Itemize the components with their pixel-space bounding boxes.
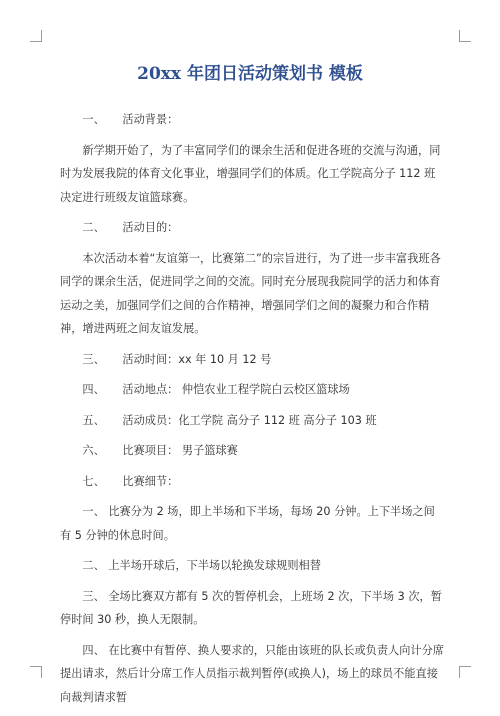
- section-number: 二、: [82, 221, 105, 234]
- section-members: [60, 409, 445, 433]
- section-number: 四、: [82, 383, 105, 396]
- document-body: [60, 108, 445, 716]
- purpose-paragraph: 本次活动本着“友谊第一，比赛第二”的宗旨进行，为了进一步丰富我班各同学的课余生活，促进同学之间的交流。同时充分展现我院同学的活力和体育运动之美，加强同学们之间的合作精神，增强同学们之间的凝聚力和合作精神，增进两班之间友谊发展。: [60, 251, 441, 335]
- section-heading-purpose: [60, 216, 445, 240]
- section-heading-text: 比赛细节：: [122, 474, 179, 488]
- detail-paragraph-1: 一、 比赛分为 2 场，即上半场和下半场，每场 20 分钟。上下半场之间有 5 分钟的休息时间。: [60, 505, 435, 542]
- section-text: 活动成员：化工学院 高分子 112 班 高分子 103 班: [122, 413, 377, 427]
- section-number: 五、: [82, 413, 105, 427]
- section-location: [60, 378, 445, 402]
- section-heading-text: 活动背景：: [122, 113, 179, 126]
- section-heading-details: [60, 470, 445, 494]
- crop-mark-top-left: [30, 30, 42, 42]
- document-title: 20xx 年团日活动策划书 模板: [137, 64, 363, 84]
- section-text: 活动时间：xx 年 10 月 12 号: [122, 352, 272, 366]
- section-time: [60, 348, 445, 372]
- section-event: [60, 439, 445, 463]
- section-text: 比赛项目： 男子篮球赛: [122, 444, 238, 457]
- section-text: 活动地点： 仲恺农业工程学院白云校区篮球场: [122, 383, 350, 396]
- detail-paragraph-3: 三、 全场比赛双方都有 5 次的暂停机会，上班场 2 次，下半场 3 次，暂停时间 30 秒，换人无限制。: [60, 589, 442, 626]
- section-number: 三、: [82, 352, 105, 366]
- section-number: 六、: [82, 444, 105, 457]
- crop-mark-bottom-right: [459, 666, 471, 678]
- detail-paragraph-4: 四、 在比赛中有暂停、换人要求的，只能由该班的队长或负责人向计分席提出请求，然后计分席工作人员指示裁判暂停(或换人)，场上的球员不能直接向裁判请求暂: [60, 643, 444, 704]
- crop-mark-top-right: [459, 30, 471, 42]
- section-heading-background: [60, 108, 445, 132]
- detail-paragraph-2: 二、 上半场开球后，下半场以轮换发球规则相替: [82, 559, 321, 572]
- section-heading-text: 活动目的：: [122, 221, 179, 234]
- background-paragraph: 新学期开始了，为了丰富同学们的课余生活和促进各班的交流与沟通，同时为发展我院的体育文化事业，增强同学们的体质。化工学院高分子 112 班决定进行班级友谊篮球赛。: [60, 143, 441, 204]
- section-number: 一、: [82, 113, 105, 126]
- crop-mark-bottom-left: [30, 666, 42, 678]
- section-number: 七、: [82, 474, 105, 488]
